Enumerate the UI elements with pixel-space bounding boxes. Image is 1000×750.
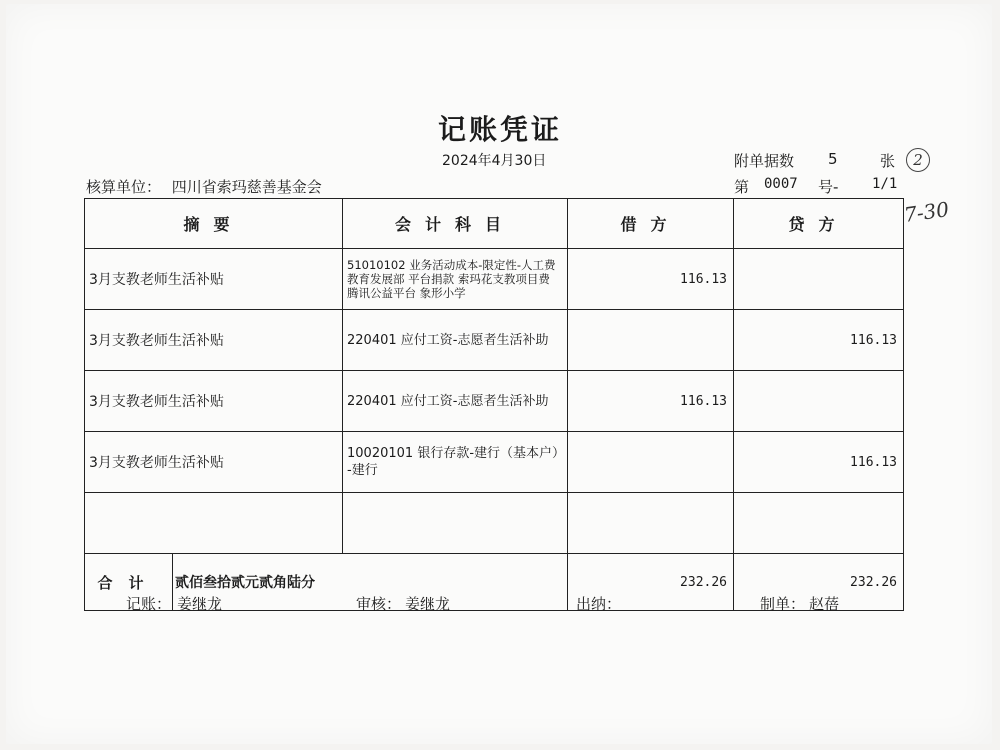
row-summary: 3月支教老师生活补贴: [85, 249, 343, 310]
footer-cashier: [576, 593, 621, 614]
attachments-label: 附单据数: [734, 152, 795, 170]
table-row: [85, 432, 904, 493]
row-account: 10020101 银行存款-建行（基本户）-建行: [343, 432, 568, 493]
table-header-row: [85, 199, 904, 249]
footer-reviewer: [356, 593, 450, 614]
row-account: 51010102 业务活动成本-限定性-人工费 教育发展部 平台捐款 索玛花支教项目费 腾讯公益平台 象形小学: [343, 249, 568, 310]
total-debit: 232.26: [568, 554, 734, 611]
row-debit: 116.13: [568, 249, 734, 310]
row-debit: 116.13: [568, 371, 734, 432]
row-debit: [568, 493, 734, 554]
voucher-date: 2024年4月30日: [442, 153, 547, 169]
attachments-count: 5: [828, 150, 838, 168]
attachments-unit: 张: [880, 152, 896, 170]
bookkeeper-name: 姜继龙: [177, 595, 223, 613]
row-credit: 116.13: [734, 432, 904, 493]
row-credit: [734, 493, 904, 554]
header-credit: 贷方: [734, 199, 904, 249]
header-summary: 摘要: [85, 199, 343, 249]
voucher-number: 0007: [764, 176, 798, 192]
row-credit: [734, 249, 904, 310]
voucher-title: 记账凭证: [437, 113, 562, 146]
handwritten-circled-digit: 2: [913, 151, 923, 169]
accounting-unit-name: 四川省索玛慈善基金会: [171, 178, 322, 196]
footer-preparer: [760, 593, 839, 614]
preparer-label: 制单：: [760, 595, 806, 613]
accounting-unit: [86, 176, 322, 197]
row-credit: [734, 371, 904, 432]
handwritten-circled-number: [906, 148, 930, 172]
total-credit: 232.26: [734, 554, 904, 611]
reviewer-name: 姜继龙: [405, 595, 451, 613]
row-summary: 3月支教老师生活补贴: [85, 432, 343, 493]
header-debit: 借方: [568, 199, 734, 249]
row-debit: [568, 310, 734, 371]
reviewer-label: 审核：: [356, 595, 402, 613]
handwritten-note: 7-30: [902, 196, 951, 228]
row-account: [343, 493, 568, 554]
voucher-page: 1/1: [872, 176, 898, 192]
row-summary: 3月支教老师生活补贴: [85, 310, 343, 371]
voucher-number-prefix: 第: [734, 178, 750, 196]
row-account: 220401 应付工资-志愿者生活补助: [343, 371, 568, 432]
row-debit: [568, 432, 734, 493]
table-row: [85, 310, 904, 371]
row-summary: 3月支教老师生活补贴: [85, 371, 343, 432]
table-row: [85, 371, 904, 432]
preparer-name: 赵蓓: [809, 595, 840, 613]
row-account: 220401 应付工资-志愿者生活补助: [343, 310, 568, 371]
total-amount-words: 贰佰叁拾贰元贰角陆分: [173, 554, 568, 611]
row-summary: [85, 493, 343, 554]
table-row-empty: [85, 493, 904, 554]
footer-bookkeeper: [126, 593, 222, 614]
table-row: [85, 249, 904, 310]
accounting-unit-label: 核算单位：: [86, 178, 162, 196]
voucher-table: [84, 198, 904, 611]
row-credit: 116.13: [734, 310, 904, 371]
total-label: 合计: [85, 554, 173, 611]
bookkeeper-label: 记账：: [126, 595, 172, 613]
cashier-label: 出纳：: [576, 595, 622, 613]
voucher-number-suffix: 号-: [818, 178, 839, 196]
header-account: 会计科目: [343, 199, 568, 249]
